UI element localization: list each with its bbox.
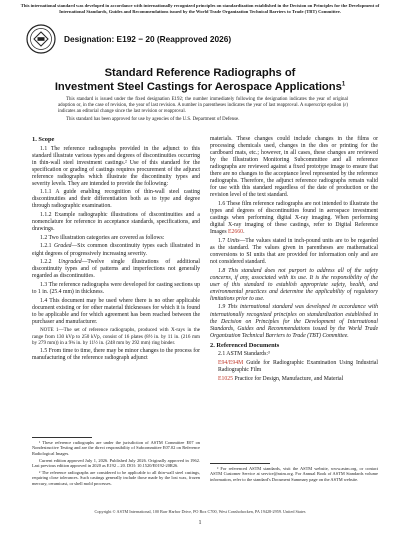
- footnotes-right: [210, 466, 378, 484]
- title-line-2: Investment Steel Castings for Aerospace Applications$^1$: [54, 81, 346, 93]
- paragraph-1-5: 1.5 From time to time, there may be minor changes to the process for manufacturing of the reference radiograph adjunct: [32, 347, 200, 361]
- footnote-rule-left: [32, 437, 92, 438]
- link-e94[interactable]: E94/E94M: [218, 359, 244, 366]
- astm-logo-icon: [26, 24, 56, 54]
- paragraph-1-2-2: 1.2.2 Ungraded—Twelve single illustrations of additional discontinuity types and of patterns and imperfections not generally regarded as discontinuities.: [32, 259, 200, 280]
- paragraph-1-2-2-text: —Twelve single illustrations of additional discontinuity types and of patterns and imperfections not generally regarded as discontinuities.: [32, 259, 200, 280]
- document-title: [30, 66, 370, 94]
- paragraph-1-1-2: 1.1.2 Example radiographic illustrations of discontinuities and a nomenclature for reference in acceptance standards, specifications, and drawings.: [32, 212, 200, 233]
- footnote-1: ¹ These reference radiographs are under the jurisdiction of ASTM Committee E07 on Nondestructive Testing and are the direct responsibility of Subcommittee E07.02 on Reference Radiological Images.: [32, 440, 200, 456]
- wto-notice: This international standard was developed in accordance with internationally recognized principles on standardization established in the Decision on Principles for the Development of International Standards, Guides and Recommendations issued by the World Trade Organization Technical Barriers to Trade (TBT) Committee.: [20, 3, 380, 14]
- footnote-rule-right: [210, 463, 270, 464]
- reference-e94: E94/E94M Guide for Radiographic Examination Using Industrial Radiographic Film: [218, 359, 379, 373]
- page-number: 1: [198, 520, 202, 526]
- designation: Designation: E192 − 20 (Reapproved 2026): [64, 34, 232, 44]
- section-heading-scope: 1. Scope: [32, 136, 55, 143]
- footnote-edition: Current edition approved July 1, 2026. Published July 2026. Originally approved in 1962. Last previous edition approved in 2020 as E192 – 20. DOI: 10.1520/E0192-20R26.: [32, 457, 200, 469]
- footnote-2: ² The reference radiographs are considered to be applicable to all thin-wall steel castings, requiring close tolerances. Such castings generally include those made by the lost wax, frozen mercury, ceramicast, or shell mold processes.: [32, 470, 200, 486]
- left-column: [32, 136, 200, 364]
- designation-row: [26, 24, 231, 54]
- preamble-paragraph: This standard is issued under the fixed designation E192; the number immediately following the designation indicates the year of original adoption or, in the case of revision, the year of last revision. A number in parentheses indicates the year of last reapproval. A superscript epsilon (ε) indicates an editorial change since the last revision or reapproval.: [58, 97, 348, 115]
- preamble: [58, 97, 348, 124]
- paragraph-2-1: 2.1 ASTM Standards:³: [218, 351, 270, 358]
- link-e2660[interactable]: E2660: [228, 229, 244, 236]
- paragraph-1-4: 1.4 This document may be used where there is no other applicable document existing or for other material thicknesses for which it is found to be applicable and for which agreement has been reached between the purchaser and manufacturer.: [32, 297, 200, 325]
- footnotes-left: [32, 440, 200, 488]
- copyright-line: Copyright © ASTM International, 100 Barr Harbor Drive, PO Box C700, West Conshohocken, PA 19428-2959. United States: [94, 509, 306, 514]
- paragraph-1-1: 1.1 The reference radiographs provided in the adjunct to this standard illustrate various types and degrees of discontinuities occurring in thin-wall steel investment castings.² Use of this standard for the specification or grading of castings requires procurement of the adjunct reference radiographs which illustrate the discontinuity types and severity levels. They are intended to provide the following:: [32, 145, 200, 187]
- paragraph-1-3: 1.3 The reference radiographs were developed for casting sections up to 1 in. (25.4 mm) in thickness.: [32, 281, 200, 295]
- paragraph-1-7: 1.7 Units—The values stated in inch-pound units are to be regarded as the standard. The values given in parentheses are mathematical conversions to SI units that are provided for information only and are not considered standard.: [210, 237, 379, 265]
- paragraph-1-9: 1.9 This international standard was developed in accordance with internationally recognized principles on standardization established in the Decision on Principles for the Development of International Standards, Guides and Recommendations issued by the World Trade Organization Technical Barriers to Trade (TBT) Committee.: [210, 304, 378, 339]
- link-e1025[interactable]: E1025: [218, 375, 234, 382]
- paragraph-1-2-1: 1.2.1 Graded—Six common discontinuity types each illustrated in eight degrees of progressively increasing severity.: [32, 243, 200, 257]
- title-line-1: Standard Reference Radiographs of: [104, 67, 296, 79]
- paragraph-1-6: 1.6 These film reference radiographs are not intended to illustrate the types and degrees of discontinuities found in aerospace investment castings when performing digital X-ray imaging. When performing digital X-ray imaging of these castings, refer to Digital Reference Images E2660.: [210, 201, 378, 236]
- note-1: NOTE 1—The set of reference radiographs, produced with X-rays in the range from 130 kVp to 250 kVp, consist of 16 plates (8½ in. by 11 in. (216 mm by 279 mm)) in a 9¾ in. by 11½ in. (248 mm by 292 mm) ring binder.: [32, 327, 200, 346]
- footnote-3: ³ For referenced ASTM standards, visit the ASTM website, www.astm.org, or contact ASTM Customer Service at service@astm.org. For Annual Book of ASTM Standards volume information, refer to the standard's Document Summary page on the ASTM website.: [210, 466, 378, 482]
- paragraph-1-2: 1.2 Two illustration categories are covered as follows:: [40, 234, 165, 241]
- paragraph-1-2-1-text: —Six common discontinuity types each illustrated in eight degrees of progressively increasing severity.: [32, 243, 200, 257]
- paragraph-1-5-continued: materials. These changes could include changes in the films or processing chemicals used, changes in the dies or printing for the cardboard mats, etc.; however, in all cases, these changes are reviewed by the Illustration Monitoring Subcommittee and all reference radiographs are reviewed against a fixed prototype image to ensure that there are no changes to the acceptance level represented by the reference radiographs. Therefore, the adjunct reference radiographs remain valid for use with this standard regardless of the date of production or the revision level of the text standard.: [210, 136, 378, 199]
- paragraph-1-8: 1.8 This standard does not purport to address all of the safety concerns, if any, associated with its use. It is the responsibility of the user of this standard to establish appropriate safety, health, and environmental practices and determine the applicability of regulatory limitations prior to use.: [210, 267, 378, 302]
- right-column: [210, 136, 378, 384]
- preamble-paragraph: This standard has been approved for use by agencies of the U.S. Department of Defense.: [66, 116, 240, 122]
- reference-e1025: E1025 Practice for Design, Manufacture, and Material: [218, 375, 344, 382]
- section-heading-referenced-documents: 2. Referenced Documents: [210, 341, 280, 349]
- paragraph-1-7-text: —The values stated in inch-pound units are to be regarded as the standard. The values given in parentheses are mathematical conversions to SI units that are provided for information only and are not considered standard.: [210, 237, 379, 265]
- title-footnote-mark: 1: [341, 81, 346, 88]
- paragraph-1-1-1: 1.1.1 A guide enabling recognition of thin-wall steel casting discontinuities and their differentiation both as to type and degree through radiographic examination.: [32, 189, 200, 210]
